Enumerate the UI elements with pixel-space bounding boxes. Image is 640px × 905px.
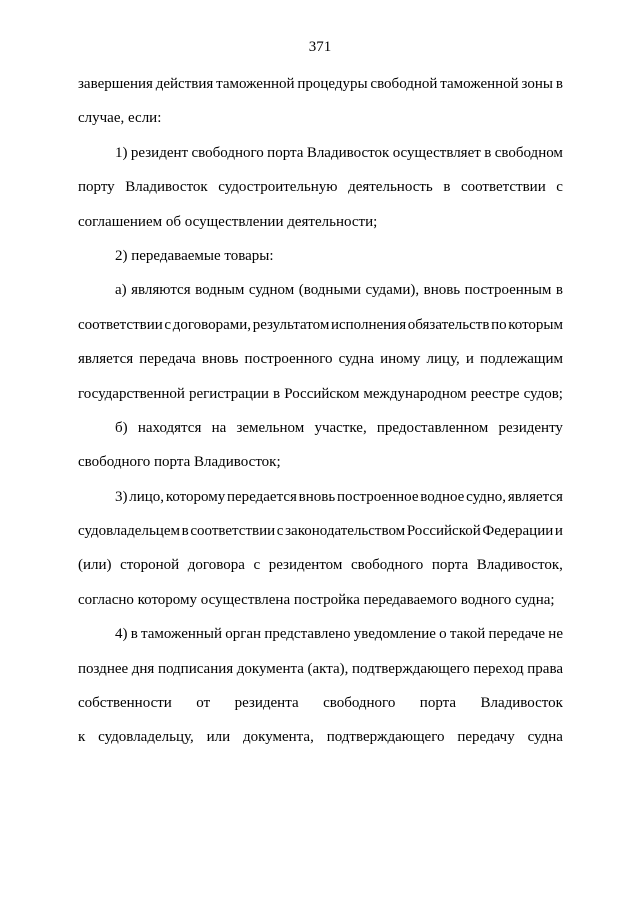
word: подтверждающего: [326, 729, 445, 746]
word: с: [253, 557, 261, 574]
word: земельном: [236, 419, 305, 436]
word: которым: [508, 316, 563, 333]
word: водным: [195, 282, 245, 299]
word: документа: [236, 660, 304, 677]
word: таможенный: [141, 626, 223, 643]
word: международном: [363, 385, 467, 402]
word: в: [443, 179, 451, 196]
word: является: [78, 351, 134, 368]
word: позднее: [78, 660, 129, 677]
line-text: 2) передаваемые товары:: [115, 247, 274, 264]
text-line: [78, 317, 563, 351]
word: Российской: [406, 523, 481, 540]
word: являются: [131, 282, 191, 299]
word: свободном: [494, 144, 563, 161]
word: орган: [225, 626, 262, 643]
word: свободного: [323, 695, 396, 712]
word: судно,: [466, 488, 507, 505]
word: с: [276, 523, 284, 540]
text-line: [78, 145, 563, 179]
text-line: [78, 76, 563, 110]
text-line: [78, 248, 563, 282]
word: лицу,: [426, 351, 460, 368]
word: стороной: [120, 557, 180, 574]
word: подлежащим: [480, 351, 563, 368]
word: и: [554, 523, 563, 540]
word: по: [491, 316, 507, 333]
word: не: [548, 626, 563, 643]
word: таможенной: [440, 76, 519, 92]
word: соответствии: [78, 316, 163, 333]
word: уведомление: [353, 626, 436, 643]
word: резиденту: [498, 419, 563, 436]
word: договора: [187, 557, 245, 574]
word: переход: [473, 660, 524, 677]
word: Владивосток,: [476, 557, 563, 574]
word: (или): [78, 557, 112, 574]
word: свободного: [351, 557, 424, 574]
word: Владивосток: [480, 695, 563, 712]
word: в: [484, 144, 492, 161]
word: построенное: [336, 488, 419, 505]
word: вновь: [298, 488, 336, 505]
line-text: соглашением об осуществлении деятельности;: [78, 213, 378, 230]
word: резидента: [234, 695, 299, 712]
text-line: [78, 489, 563, 523]
word: построенного: [244, 351, 333, 368]
word: судостроительную: [218, 179, 338, 196]
word: передачу: [457, 729, 515, 746]
word: резидент: [130, 144, 189, 161]
word: таможенной: [216, 76, 295, 92]
word: такой: [449, 626, 486, 643]
text-line: [78, 592, 563, 626]
word: 3): [115, 488, 128, 505]
word: 1): [115, 144, 128, 161]
word: а): [115, 282, 127, 299]
word: б): [115, 419, 128, 436]
word: от: [196, 695, 211, 712]
word: государственной: [78, 385, 185, 402]
word: в: [555, 282, 563, 299]
page-number: 371: [308, 39, 332, 55]
text-line: [78, 179, 563, 213]
word: в: [555, 76, 563, 92]
text-line: [78, 454, 563, 488]
word: на: [211, 419, 227, 436]
word: передаче: [488, 626, 546, 643]
word: участке,: [314, 419, 367, 436]
word: зоны: [521, 76, 553, 92]
word: законодательством: [285, 523, 406, 540]
word: построенным: [464, 282, 552, 299]
word: осуществляет: [392, 144, 481, 161]
word: и: [465, 351, 474, 368]
word: в: [130, 626, 138, 643]
text-line: [78, 110, 563, 144]
word: с: [556, 179, 563, 196]
word: предоставленном: [376, 419, 489, 436]
text-line: [78, 282, 563, 316]
word: собственности: [78, 695, 172, 712]
word: или: [206, 729, 231, 746]
word: передается: [227, 488, 297, 505]
word: резидентом: [268, 557, 343, 574]
word: находятся: [137, 419, 202, 436]
word: реестре: [470, 385, 520, 402]
word: завершения: [78, 76, 153, 92]
word: подтверждающего: [351, 660, 470, 677]
word: судна: [338, 351, 374, 368]
word: передача: [139, 351, 196, 368]
word: (водными: [298, 282, 362, 299]
line-text: свободного порта Владивосток;: [78, 454, 281, 471]
text-line: [78, 695, 563, 729]
line-text: согласно которому осуществлена постройка передаваемого водного судна;: [78, 591, 555, 608]
word: 4): [115, 626, 128, 643]
word: лицо,: [129, 488, 165, 505]
word: деятельность: [348, 179, 433, 196]
word: судовладельцу,: [98, 729, 194, 746]
word: вновь: [201, 351, 239, 368]
text-line: [78, 420, 563, 454]
word: свободного: [191, 144, 264, 161]
word: иному: [380, 351, 421, 368]
word: дня: [131, 660, 155, 677]
word: процедуры: [297, 76, 368, 92]
word: представлено: [264, 626, 351, 643]
word: о: [439, 626, 447, 643]
word: судовладельцем: [78, 523, 180, 540]
word: судном: [248, 282, 295, 299]
word: права: [527, 660, 563, 677]
word: порта: [431, 557, 469, 574]
word: является: [507, 488, 563, 505]
word: судами),: [365, 282, 420, 299]
text-line: [78, 729, 563, 763]
word: которому: [165, 488, 226, 505]
word: в: [181, 523, 189, 540]
word: судов;: [523, 385, 563, 402]
text-line: [78, 386, 563, 420]
word: порту: [78, 179, 115, 196]
word: исполнения: [330, 316, 407, 333]
word: с: [164, 316, 172, 333]
text-line: [78, 523, 563, 557]
text-line: [78, 626, 563, 660]
word: водное: [420, 488, 465, 505]
word: к: [78, 729, 86, 746]
word: подписания: [157, 660, 234, 677]
word: порта: [419, 695, 457, 712]
line-text: случае, если:: [78, 110, 162, 127]
word: Российском: [284, 385, 360, 402]
word: судна: [527, 729, 563, 746]
word: Владивосток: [306, 144, 390, 161]
word: Владивосток: [125, 179, 208, 196]
word: соответствии: [190, 523, 276, 540]
text-line: [78, 351, 563, 385]
word: свободной: [370, 76, 438, 92]
text-line: [78, 214, 563, 248]
word: (акта),: [307, 660, 349, 677]
word: результатом: [252, 316, 330, 333]
word: соответствии: [460, 179, 546, 196]
text-line: [78, 557, 563, 591]
word: регистрации: [188, 385, 269, 402]
word: Федерации: [482, 523, 554, 540]
text-line: [78, 661, 563, 695]
word: документа,: [243, 729, 314, 746]
word: обязательств: [407, 316, 490, 333]
word: порта: [267, 144, 304, 161]
word: вновь: [423, 282, 461, 299]
word: в: [273, 385, 281, 402]
word: действия: [155, 76, 214, 92]
word: договорами,: [172, 316, 252, 333]
body-text: [78, 76, 563, 764]
